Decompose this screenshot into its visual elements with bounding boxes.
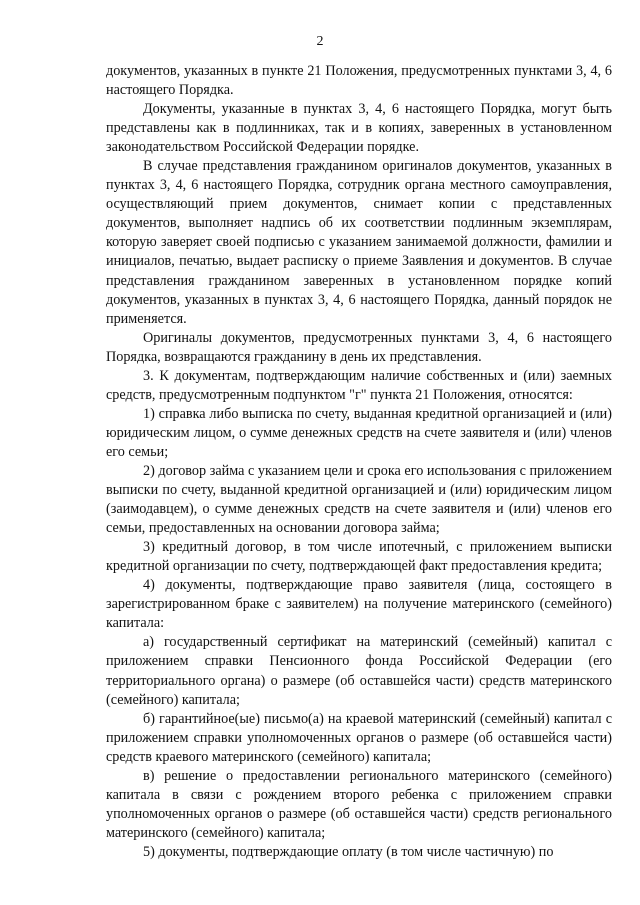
document-body <box>106 62 612 862</box>
paragraph-item-3-1: 1) справка либо выписка по счету, выданная кредитной организацией и (или) юридическим лицом, о сумме денежных средств на счете заявителя и (или) членов его семьи; <box>106 405 612 460</box>
paragraph-item-3-5: 5) документы, подтверждающие оплату (в том числе частичную) по <box>143 843 554 860</box>
paragraph-originals-return: Оригиналы документов, предусмотренных пунктами 3, 4, 6 настоящего Порядка, возвращаются гражданину в день их представления. <box>106 329 612 365</box>
paragraph-item-3-4-v: в) решение о предоставлении регионального материнского (семейного) капитала в связи с рождением второго ребенка с приложением справки уполномоченных органов о размере (об оставшейся части) средств регионального материнского (семейного) капитала; <box>106 767 612 841</box>
paragraph-item-3: 3. К документам, подтверждающим наличие собственных и (или) заемных средств, предусмотренным подпунктом "г" пункта 21 Положения, относятся: <box>106 367 612 403</box>
page-number: 2 <box>316 34 324 49</box>
paragraph-copies: Документы, указанные в пунктах 3, 4, 6 настоящего Порядка, могут быть представлены как в подлинниках, так и в копиях, заверенных в установленном законодательством Российской Федерации порядке. <box>106 101 612 156</box>
paragraph-continuation: документов, указанных в пункте 21 Положения, предусмотренных пунктами 3, 4, 6 настоящего Порядка. <box>106 63 612 99</box>
paragraph-item-3-4: 4) документы, подтверждающие право заявителя (лица, состоящего в зарегистрированном браке с заявителем) на получение материнского (семейного) капитала: <box>106 577 612 632</box>
paragraph-item-3-4-b: б) гарантийное(ые) письмо(а) на краевой материнский (семейный) капитал с приложением справки уполномоченных органов о размере (об оставшейся части) средств краевого материнского (семейного) капитала; <box>106 710 612 765</box>
paragraph-item-3-3: 3) кредитный договор, в том числе ипотечный, с приложением выписки кредитной организации по счету, подтверждающей факт предоставления кредита; <box>106 539 612 575</box>
paragraph-item-3-4-a: а) государственный сертификат на материнский (семейный) капитал с приложением справки Пенсионного фонда Российской Федерации (его территориального органа) о размере (об оставшейся части) средств материнского (семейного) капитала; <box>106 634 612 708</box>
paragraph-item-3-2: 2) договор займа с указанием цели и срока его использования с приложением выписки по счету, выданной кредитной организацией и (или) юридическим лицом (заимодавцем), о сумме денежных средств на счете заявителя и (или) членов его семьи, предоставленных на основании договора займа; <box>106 462 612 537</box>
paragraph-originals-procedure: В случае представления гражданином оригиналов документов, указанных в пунктах 3, 4, 6 настоящего Порядка, сотрудник органа местного самоуправления, осуществляющий прием документов, снимает копии с представленных документов, выполняет надпись об их соответствии подлинным экземплярам, которую заверяет своей подписью с указанием занимаемой должности, фамилии и инициалов, печатью, выдает расписку о приеме Заявления и документов. В случае представления гражданином заверенных в установленном порядке копий документов, указанных в пунктах 3, 4, 6 настоящего Порядка, данный порядок не применяется. <box>106 158 612 327</box>
